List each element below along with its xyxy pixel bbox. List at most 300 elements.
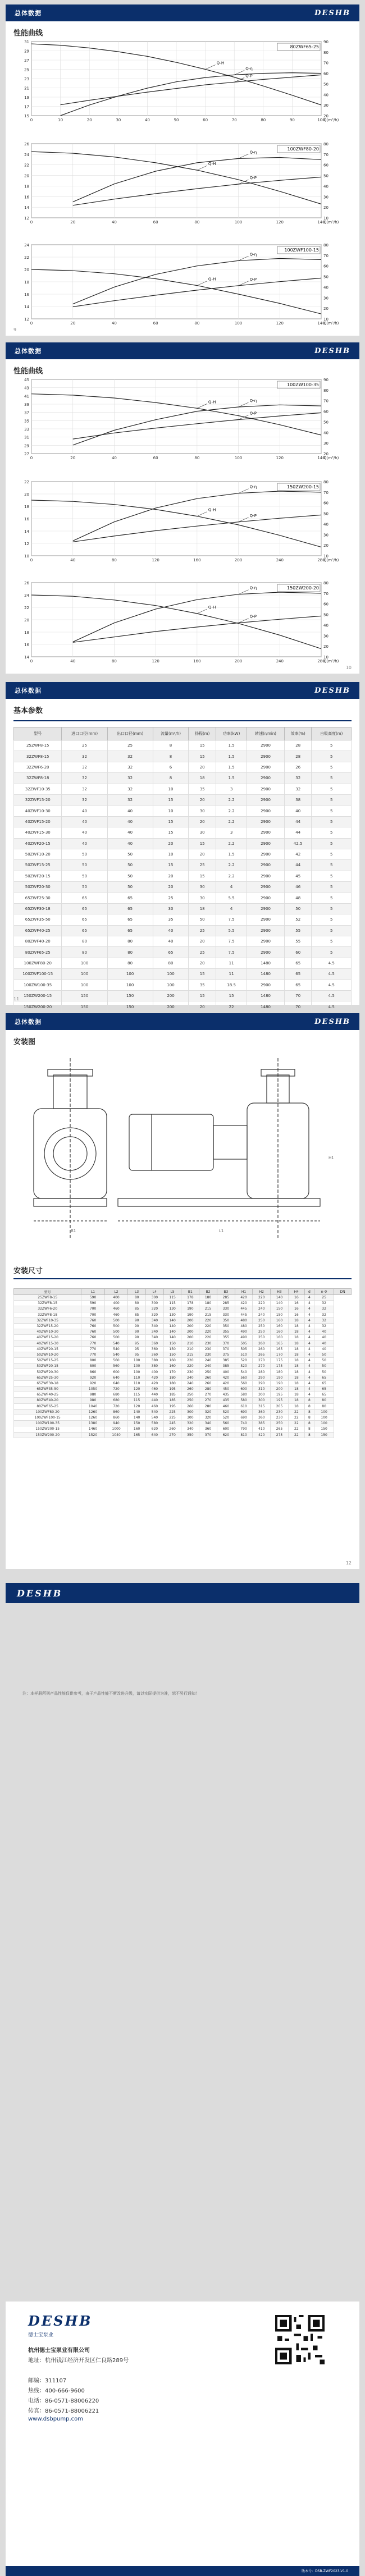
- y2-tick-label: 60: [323, 409, 328, 414]
- dims-cell: 400: [104, 1301, 127, 1306]
- dims-cell: 200: [181, 1323, 199, 1329]
- dims-cell: 195: [271, 1392, 289, 1398]
- params-row: [14, 947, 352, 958]
- dims-cell: 1000: [104, 1426, 127, 1432]
- params-cell: 50: [62, 860, 107, 871]
- x-tick-label: 140: [317, 456, 325, 460]
- x-tick-label: 120: [276, 220, 284, 225]
- dims-cell: 1040: [104, 1432, 127, 1438]
- params-cell: 32ZWF8-18: [14, 773, 62, 784]
- dims-cell: 720: [104, 1403, 127, 1409]
- dims-cell: 160: [163, 1364, 181, 1369]
- dims-cell: 420: [235, 1295, 253, 1301]
- params-cell: 8: [153, 751, 189, 762]
- back-brand-logo: DESHB: [28, 2313, 93, 2329]
- dims-cell: 100ZWF80-20: [14, 1409, 81, 1415]
- dims-cell: 290: [253, 1380, 271, 1386]
- params-header-cell: 功率(kW): [216, 727, 247, 740]
- dims-cell: 210: [181, 1346, 199, 1352]
- dims-cell: 215: [199, 1306, 217, 1312]
- x-tick-label: 0: [30, 456, 33, 460]
- dims-cell: 510: [235, 1352, 253, 1357]
- dims-cell: 18: [288, 1403, 304, 1409]
- params-cell: 4: [216, 903, 247, 914]
- company-tel: 电话：86-0571-88006220: [28, 2398, 99, 2404]
- params-cell: 1.5: [216, 849, 247, 859]
- params-cell: 40: [62, 838, 107, 849]
- dims-header-cell: B3: [217, 1289, 235, 1295]
- params-cell: 2900: [247, 773, 285, 784]
- dims-cell: 90: [128, 1317, 146, 1323]
- dims-cell: 385: [217, 1358, 235, 1364]
- dims-cell: 150ZW200-20: [14, 1432, 81, 1438]
- dims-cell: 350: [181, 1432, 199, 1438]
- dims-cell: 80: [314, 1403, 334, 1409]
- params-cell: 150: [107, 1001, 153, 1012]
- dims-cell: 790: [235, 1426, 253, 1432]
- dims-row: [14, 1426, 352, 1432]
- params-header-cell: 转速(r/min): [247, 727, 285, 740]
- y-tick-label: 31: [24, 40, 29, 44]
- params-cell: 55: [284, 936, 311, 947]
- params-cell: 2900: [247, 980, 285, 990]
- qr-code-icon: [275, 2315, 325, 2364]
- dims-cell: 690: [235, 1409, 253, 1415]
- series-label: Q-η: [249, 150, 257, 155]
- x-tick-label: 40: [70, 558, 76, 562]
- dims-cell: 110: [128, 1375, 146, 1380]
- dims-cell: 220: [199, 1329, 217, 1335]
- dims-cell: 220: [253, 1295, 271, 1301]
- dims-cell: 95: [128, 1340, 146, 1346]
- dims-cell: 120: [128, 1403, 146, 1409]
- dims-row: [14, 1375, 352, 1380]
- x-tick-label: 280: [317, 558, 325, 562]
- dims-cell: 1260: [81, 1409, 104, 1415]
- dims-cell: 200: [181, 1329, 199, 1335]
- dims-cell: 920: [81, 1380, 104, 1386]
- x-tick-label: 120: [152, 659, 159, 664]
- dims-cell: 185: [163, 1392, 181, 1398]
- dims-cell: 190: [181, 1312, 199, 1317]
- dims-cell: 340: [199, 1421, 217, 1426]
- y-tick-label: 24: [24, 243, 29, 248]
- dims-cell: 18: [288, 1375, 304, 1380]
- series-label: Q-H: [208, 162, 216, 167]
- params-cell: 100: [153, 969, 189, 980]
- dims-cell: 100ZWF100-15: [14, 1415, 81, 1420]
- brand-logo: DESHB: [314, 1017, 350, 1026]
- params-cell: 32: [107, 784, 153, 794]
- y-tick-label: 26: [24, 142, 29, 147]
- params-cell: 100: [62, 958, 107, 968]
- params-cell: 40: [107, 816, 153, 827]
- y-tick-label: 27: [24, 58, 29, 63]
- series-label: Q-H: [208, 507, 216, 513]
- y-tick-label: 14: [24, 305, 29, 309]
- y-tick-label: 12: [24, 542, 29, 546]
- x-tick-label: 0: [30, 118, 33, 122]
- dims-cell: 18: [288, 1329, 304, 1335]
- y-tick-label: 10: [24, 554, 29, 559]
- y-tick-label: 14: [24, 655, 29, 660]
- dims-cell: 860: [104, 1409, 127, 1415]
- page-header: [6, 1013, 359, 1030]
- params-header-cell: 效率(%): [284, 727, 311, 740]
- y-tick-label: 14: [24, 205, 29, 211]
- chart-title: 100ZWF100-15: [284, 248, 319, 253]
- dims-cell: 4: [304, 1295, 314, 1301]
- dims-cell: 25ZWF8-15: [14, 1295, 81, 1301]
- y2-tick-label: 30: [323, 103, 328, 108]
- y2-tick-label: 60: [323, 71, 328, 76]
- dims-cell: 4: [304, 1346, 314, 1352]
- dims-cell: 370: [199, 1432, 217, 1438]
- params-cell: 200: [153, 990, 189, 1001]
- params-cell: 10: [153, 849, 189, 859]
- params-row: [14, 860, 352, 871]
- plot-area: [31, 379, 321, 454]
- dims-cell: 320: [199, 1415, 217, 1420]
- x-tick-label: 40: [70, 659, 76, 664]
- params-cell: 28: [284, 740, 311, 751]
- dims-cell: 240: [253, 1306, 271, 1312]
- svg-text:H1: H1: [328, 1156, 334, 1160]
- dims-cell: 65: [314, 1387, 334, 1392]
- dims-cell: 500: [104, 1323, 127, 1329]
- params-cell: 40ZWF10-30: [14, 806, 62, 816]
- params-cell: 5: [312, 925, 352, 936]
- params-cell: 40ZWF20-15: [14, 838, 62, 849]
- dims-cell: 280: [253, 1369, 271, 1375]
- dims-cell: 130: [163, 1306, 181, 1312]
- y2-tick-label: 50: [323, 511, 328, 516]
- params-cell: 50: [189, 914, 216, 925]
- dims-cell: 115: [128, 1392, 146, 1398]
- params-row: [14, 914, 352, 925]
- params-cell: 25: [189, 947, 216, 958]
- y2-tick-label: 30: [323, 296, 328, 301]
- y-tick-label: 27: [24, 452, 29, 456]
- dims-cell: 18: [288, 1392, 304, 1398]
- x-tick-label: 100: [234, 321, 243, 326]
- dims-cell: 150: [314, 1426, 334, 1432]
- dims-cell: 180: [163, 1380, 181, 1386]
- x-tick-label: 80: [261, 118, 266, 122]
- params-cell: 4.5: [312, 990, 352, 1001]
- params-cell: 30: [189, 806, 216, 816]
- params-cell: 11: [216, 969, 247, 980]
- dims-cell: 85: [128, 1312, 146, 1317]
- dims-cell: 220: [181, 1358, 199, 1364]
- y2-tick-label: 60: [323, 602, 328, 607]
- params-row: [14, 784, 352, 794]
- params-cell: 2.2: [216, 806, 247, 816]
- dims-cell: 22: [288, 1426, 304, 1432]
- dims-cell: 200: [181, 1317, 199, 1323]
- params-header-cell: 出口口径(mm): [107, 727, 153, 740]
- dims-cell: 210: [181, 1340, 199, 1346]
- params-cell: 5: [312, 903, 352, 914]
- dims-cell: 140: [271, 1295, 289, 1301]
- dims-cell: 150: [163, 1340, 181, 1346]
- y2-tick-label: 20: [323, 306, 328, 312]
- dims-cell: 65ZWF40-25: [14, 1392, 81, 1398]
- params-cell: 25: [153, 893, 189, 903]
- x-tick-label: 120: [152, 558, 159, 562]
- page-install: [6, 1013, 359, 1569]
- dims-cell: 195: [163, 1403, 181, 1409]
- section-title-curves: 性能曲线: [13, 367, 43, 376]
- page-number: 11: [13, 996, 20, 1001]
- dims-cell: 200: [271, 1387, 289, 1392]
- dims-cell: 490: [235, 1335, 253, 1340]
- params-cell: 1.5: [216, 762, 247, 772]
- params-cell: 100: [62, 969, 107, 980]
- dims-cell: 400: [104, 1295, 127, 1301]
- params-cell: 32: [107, 751, 153, 762]
- params-cell: 1.5: [216, 773, 247, 784]
- dims-cell: 170: [163, 1369, 181, 1375]
- params-cell: 3: [216, 784, 247, 794]
- dims-cell: 65ZWF30-18: [14, 1380, 81, 1386]
- y-tick-label: 24: [24, 593, 29, 598]
- params-cell: 5: [312, 947, 352, 958]
- params-cell: 32: [107, 773, 153, 784]
- params-cell: 65: [153, 947, 189, 958]
- y2-tick-label: 20: [323, 543, 328, 548]
- y2-tick-label: 40: [323, 285, 328, 290]
- company-website[interactable]: www.dsbpump.com: [28, 2416, 84, 2422]
- dims-cell: 480: [235, 1317, 253, 1323]
- dims-cell: 40: [314, 1335, 334, 1340]
- dims-cell: 355: [217, 1329, 235, 1335]
- x-tick-label: 40: [144, 118, 150, 122]
- params-cell: 50ZWF20-30: [14, 882, 62, 893]
- params-cell: 5: [312, 806, 352, 816]
- dims-cell: 340: [146, 1323, 164, 1329]
- dims-cell: 18: [288, 1346, 304, 1352]
- dims-cell: 18: [288, 1352, 304, 1357]
- x-tick-label: 120: [276, 321, 284, 326]
- params-cell: 15: [189, 838, 216, 849]
- y-tick-label: 33: [24, 427, 29, 432]
- series-label: Q-P: [249, 175, 257, 180]
- dims-cell: 32: [314, 1317, 334, 1323]
- dims-cell: 560: [235, 1375, 253, 1380]
- page-header: [6, 682, 359, 699]
- params-cell: 200: [153, 1001, 189, 1012]
- params-cell: 2900: [247, 751, 285, 762]
- disclaimer-note: 注：本样册所列产品性能仅供参考，由于产品性能不断改进升级，请以实际提供为准，恕不另行通知！: [22, 1691, 199, 1696]
- dims-cell: 600: [235, 1387, 253, 1392]
- params-cell: 65ZWF40-25: [14, 925, 62, 936]
- dims-row: [14, 1358, 352, 1364]
- params-cell: 32: [107, 794, 153, 805]
- y-tick-label: 12: [24, 216, 29, 221]
- params-cell: 80: [107, 958, 153, 968]
- params-cell: 30: [189, 882, 216, 893]
- dims-cell: 360: [199, 1426, 217, 1432]
- params-cell: 2.2: [216, 871, 247, 881]
- dims-cell: 230: [181, 1369, 199, 1375]
- y2-tick-label: 70: [323, 490, 328, 495]
- dims-cell: 160: [271, 1335, 289, 1340]
- params-cell: 32ZWF15-20: [14, 794, 62, 805]
- params-cell: 25: [62, 740, 107, 751]
- params-cell: 5: [312, 860, 352, 871]
- params-row: [14, 958, 352, 968]
- dims-cell: 95: [128, 1346, 146, 1352]
- dims-cell: 165: [271, 1340, 289, 1346]
- params-row: [14, 882, 352, 893]
- params-cell: 2900: [247, 936, 285, 947]
- y-tick-label: 20: [24, 492, 29, 497]
- dims-cell: 560: [104, 1358, 127, 1364]
- y-tick-label: 22: [24, 255, 29, 260]
- dims-cell: 330: [217, 1306, 235, 1312]
- params-cell: 5: [312, 893, 352, 903]
- params-cell: 20: [153, 838, 189, 849]
- params-cell: 7.5: [216, 947, 247, 958]
- params-cell: 25: [107, 740, 153, 751]
- params-cell: 15: [153, 816, 189, 827]
- dims-cell: 4: [304, 1358, 314, 1364]
- dims-cell: 420: [217, 1380, 235, 1386]
- dims-cell: 80: [128, 1301, 146, 1306]
- y2-tick-label: 30: [323, 195, 328, 200]
- dims-row: [14, 1312, 352, 1317]
- dims-cell: 260: [199, 1375, 217, 1380]
- params-cell: 5: [312, 882, 352, 893]
- dims-cell: 170: [271, 1352, 289, 1357]
- dims-table: [13, 1288, 352, 1438]
- x-tick-label: 80: [111, 558, 117, 562]
- params-cell: 50: [107, 849, 153, 859]
- section-title-curves: 性能曲线: [13, 29, 43, 38]
- x-tick-label: 80: [194, 456, 200, 460]
- page-curves-1: [6, 4, 359, 336]
- params-cell: 50ZWF10-20: [14, 849, 62, 859]
- params-cell: 50ZWF20-15: [14, 871, 62, 881]
- company-fax: 传真：86-0571-88006221: [28, 2408, 99, 2414]
- dims-cell: 920: [81, 1375, 104, 1380]
- chart-150ZW200-20: [13, 578, 350, 668]
- params-cell: 55: [284, 925, 311, 936]
- x-tick-label: 40: [111, 321, 117, 326]
- dims-cell: 800: [81, 1358, 104, 1364]
- dims-cell: 940: [104, 1421, 127, 1426]
- dims-cell: 760: [81, 1335, 104, 1340]
- x-tick-label: 160: [193, 558, 201, 562]
- dims-cell: 1520: [81, 1432, 104, 1438]
- dims-cell: 80: [314, 1398, 334, 1403]
- dims-cell: 18: [288, 1358, 304, 1364]
- dims-cell: 260: [253, 1340, 271, 1346]
- series-label: Q-P: [249, 277, 257, 282]
- dims-header-cell: H1: [235, 1289, 253, 1295]
- params-cell: 65: [62, 914, 107, 925]
- params-cell: 65: [62, 893, 107, 903]
- params-cell: 5: [312, 816, 352, 827]
- params-cell: 4: [216, 882, 247, 893]
- params-cell: 40ZWF15-30: [14, 827, 62, 838]
- dims-cell: 4: [304, 1323, 314, 1329]
- y2-tick-label: 40: [323, 522, 328, 527]
- y2-tick-label: 20: [323, 114, 328, 118]
- dims-row: [14, 1329, 352, 1335]
- page-number: 10: [345, 665, 352, 670]
- x-tick-label: 80: [111, 659, 117, 664]
- dims-cell: 25: [314, 1295, 334, 1301]
- y-tick-label: 26: [24, 581, 29, 585]
- series-label: Q-P: [245, 74, 253, 79]
- dims-cell: 140: [128, 1415, 146, 1420]
- y2-tick-label: 40: [323, 623, 328, 628]
- params-cell: 1480: [247, 969, 285, 980]
- dims-cell: 4: [304, 1387, 314, 1392]
- dims-cell: 240: [199, 1358, 217, 1364]
- params-cell: 32: [284, 784, 311, 794]
- params-cell: 15: [153, 794, 189, 805]
- dims-cell: 185: [163, 1398, 181, 1403]
- params-cell: 65: [284, 958, 311, 968]
- dims-cell: 220: [253, 1301, 271, 1306]
- x-tick-label: 20: [70, 321, 76, 326]
- dims-cell: 220: [199, 1335, 217, 1340]
- dims-cell: 230: [199, 1352, 217, 1357]
- params-cell: 1480: [247, 1001, 285, 1012]
- params-row: [14, 925, 352, 936]
- y2-tick-label: 20: [323, 452, 328, 456]
- params-cell: 50: [62, 849, 107, 859]
- dims-row: [14, 1415, 352, 1420]
- dims-cell: 250: [271, 1421, 289, 1426]
- x-tick-label: 280: [317, 659, 325, 664]
- dims-cell: 250: [253, 1329, 271, 1335]
- dims-cell: 115: [163, 1301, 181, 1306]
- dims-cell: 150: [314, 1432, 334, 1438]
- x-tick-label: 100: [234, 456, 243, 460]
- section-rule: [13, 720, 352, 721]
- dims-cell: 32ZWF8-18: [14, 1312, 81, 1317]
- dims-cell: 160: [163, 1358, 181, 1364]
- version-label: 版本号：DSB-ZWF2023-V1.0: [302, 2569, 348, 2573]
- params-cell: 20: [189, 762, 216, 772]
- dims-cell: 230: [271, 1409, 289, 1415]
- dims-cell: 16: [288, 1301, 304, 1306]
- x-tick-label: 160: [193, 659, 201, 664]
- x-tick-label: 0: [30, 558, 33, 562]
- dims-header-cell: B2: [199, 1289, 217, 1295]
- y2-tick-label: 60: [323, 264, 328, 269]
- section-title-install: 安装图: [13, 1038, 36, 1046]
- dims-cell: 8: [304, 1415, 314, 1420]
- dims-cell: 190: [271, 1380, 289, 1386]
- params-cell: 2.2: [216, 860, 247, 871]
- params-cell: 10: [153, 806, 189, 816]
- params-cell: 30: [153, 903, 189, 914]
- dims-cell: 540: [146, 1409, 164, 1415]
- params-cell: 80ZWF65-25: [14, 947, 62, 958]
- params-cell: 40: [153, 925, 189, 936]
- params-row: [14, 762, 352, 772]
- dims-cell: 160: [271, 1317, 289, 1323]
- dims-cell: 680: [104, 1392, 127, 1398]
- dims-cell: 100: [128, 1358, 146, 1364]
- dims-cell: 360: [146, 1346, 164, 1352]
- y2-tick-label: 80: [323, 581, 328, 585]
